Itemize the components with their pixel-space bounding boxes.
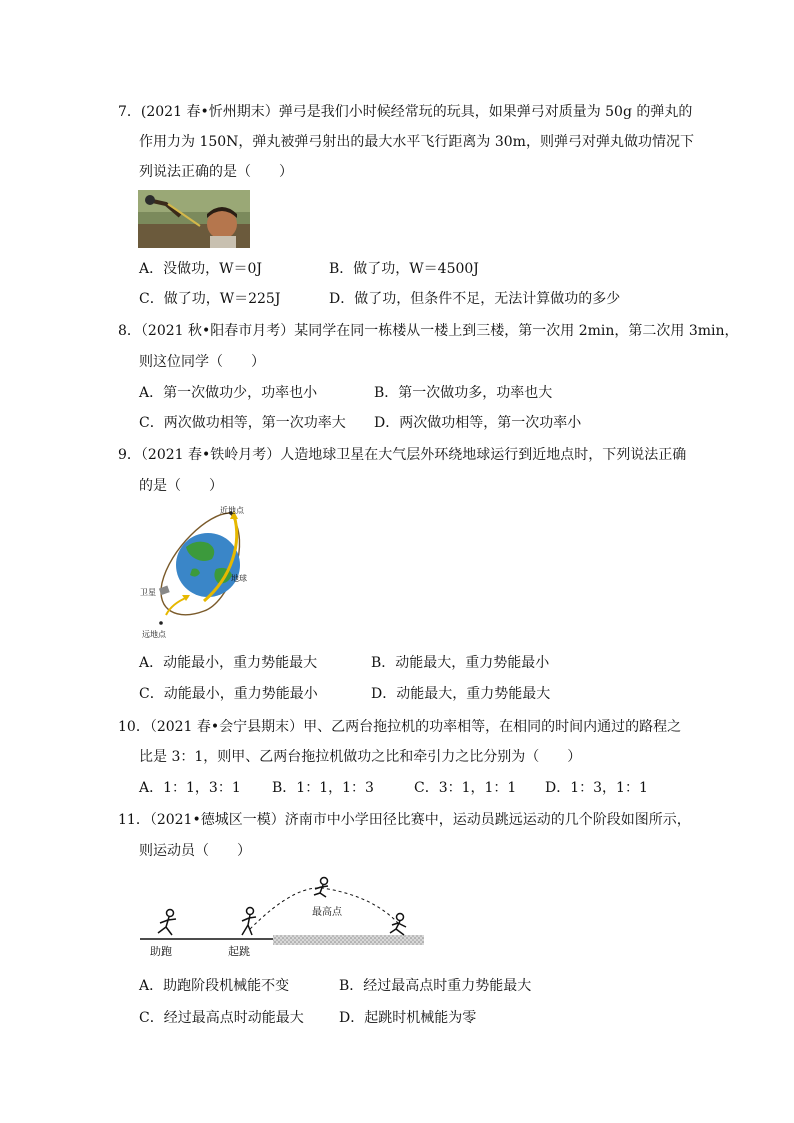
q10-line-1: 10．（2021 春•会宁县期末）甲、乙两台拖拉机的功率相等，在相同的时间内通过的路程之 [118,719,682,735]
q7-line-1: 7．(2021 春•忻州期末）弹弓是我们小时候经常玩的玩具，如果弹弓对质量为 50g 的弹丸的 [118,104,693,120]
q11-line-2: 则运动员（ ） [139,843,251,859]
label-earth: 地球 [231,574,247,583]
q11-line-1: 11．（2021•德城区一模）济南市中小学田径比赛中，运动员跳远运动的几个阶段如图所示， [118,812,691,828]
q11-option-d: D．起跳时机械能为零 [339,1010,477,1026]
q7-option-c: C．做了功，W＝225J [139,291,281,307]
q10-option-a: A．1：1，3：1 [139,780,241,796]
long-jump-figure [138,873,428,961]
label-run: 助跑 [150,945,172,958]
q10-option-c: C．3：1，1：1 [414,780,517,796]
q11-option-b: B．经过最高点时重力势能最大 [339,978,532,994]
q10-option-b: B．1：1，1：3 [272,780,374,796]
q8-option-a: A．第一次做功少，功率也小 [139,385,318,401]
q8-option-d: D．两次做功相等，第一次功率小 [374,415,582,431]
q9-line-2: 的是（ ） [139,478,223,494]
q7-option-a: A．没做功，W＝0J [139,261,263,277]
q7-option-d: D．做了功，但条件不足，无法计算做功的多少 [329,291,621,307]
label-highest: 最高点 [312,907,342,918]
q8-line-1: 8．（2021 秋•阳春市月考）某同学在同一栋楼从一楼上到三楼，第一次用 2min，第二次用 3min， [118,323,739,339]
q11-option-c: C．经过最高点时动能最大 [139,1010,304,1026]
q9-option-b: B．动能最大，重力势能最小 [371,655,550,671]
q9-line-1: 9．（2021 春•铁岭月考）人造地球卫星在大气层外环绕地球运行到近地点时，下列说法正确 [118,447,687,463]
q8-option-b: B．第一次做功多，功率也大 [374,385,553,401]
q8-option-c: C．两次做功相等，第一次功率大 [139,415,346,431]
label-satellite: 卫星 [140,588,156,597]
q7-line-3: 列说法正确的是（ ） [139,164,293,180]
satellite-orbit-figure [138,503,258,643]
slingshot-photo [138,190,250,248]
q9-option-c: C．动能最小，重力势能最小 [139,686,318,702]
q7-option-b: B．做了功，W＝4500J [329,261,479,277]
q8-line-2: 则这位同学（ ） [139,354,265,370]
q11-option-a: A．助跑阶段机械能不变 [139,978,290,994]
q9-option-a: A．动能最小，重力势能最大 [139,655,318,671]
q10-option-d: D．1：3，1：1 [545,780,648,796]
label-apogee: 远地点 [142,630,166,639]
label-perigee: 近地点 [220,506,244,515]
q9-option-d: D．动能最大，重力势能最大 [371,686,551,702]
q10-line-2: 比是 3：1，则甲、乙两台拖拉机做功之比和牵引力之比分别为（ ） [139,749,582,765]
label-takeoff: 起跳 [228,945,250,958]
q7-line-2: 作用力为 150N，弹丸被弹弓射出的最大水平飞行距离为 30m，则弹弓对弹丸做功情况下 [139,134,694,150]
